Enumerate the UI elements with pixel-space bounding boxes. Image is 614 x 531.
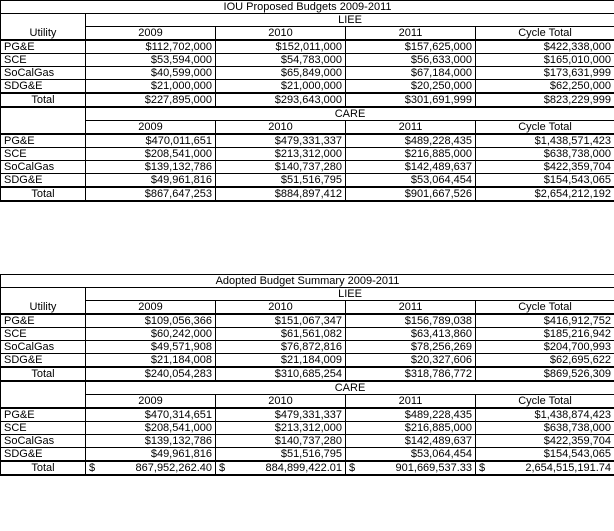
utility-header: Utility [1, 27, 86, 41]
column-header-2010: 2010 [216, 121, 346, 135]
value-2010: $54,783,000 [216, 54, 346, 67]
table-title: Adopted Budget Summary 2009-2011 [1, 275, 614, 288]
utility-header-blank [1, 14, 86, 27]
value-2011: $156,789,038 [346, 314, 476, 328]
utility-header-blank [1, 107, 86, 121]
table-title: IOU Proposed Budgets 2009-2011 [1, 1, 614, 14]
currency-symbol: $ [349, 462, 356, 474]
value-2009: $208,541,000 [86, 422, 216, 435]
utility-name: PG&E [1, 40, 86, 54]
utility-name: SoCalGas [1, 161, 86, 174]
value-cycle-total: $1,438,874,423 [476, 408, 614, 422]
section-header-care: CARE [86, 107, 614, 121]
column-header-2011: 2011 [346, 27, 476, 41]
column-header-2010: 2010 [216, 301, 346, 315]
column-header-2009: 2009 [86, 395, 216, 409]
section-header-liee: LIEE [86, 288, 614, 301]
value-2009: $40,599,000 [86, 67, 216, 80]
value-2009: $49,571,908 [86, 341, 216, 354]
table-row [1, 134, 614, 148]
total-value: 867,952,262.40 [135, 462, 212, 474]
column-header-2010: 2010 [216, 395, 346, 409]
table-row [1, 354, 614, 368]
table-row [1, 328, 614, 341]
utility-header-blank [1, 381, 86, 395]
total-2011: $301,691,999 [346, 93, 476, 107]
total-label: Total [1, 461, 86, 475]
value-cycle-total: $165,010,000 [476, 54, 614, 67]
utility-name: SDG&E [1, 448, 86, 462]
value-2010: $479,331,337 [216, 408, 346, 422]
value-2009: $21,184,008 [86, 354, 216, 368]
value-2010: $151,067,347 [216, 314, 346, 328]
value-cycle-total: $185,216,942 [476, 328, 614, 341]
value-2011: $157,625,000 [346, 40, 476, 54]
total-row [1, 461, 614, 475]
value-2011: $67,184,000 [346, 67, 476, 80]
column-header-2011: 2011 [346, 301, 476, 315]
utility-name: SoCalGas [1, 67, 86, 80]
value-2011: $63,413,860 [346, 328, 476, 341]
total-cycle: $823,229,999 [476, 93, 614, 107]
value-2009: $49,961,816 [86, 174, 216, 188]
total-2009: $867,647,253 [86, 187, 216, 201]
value-2009: $139,132,786 [86, 435, 216, 448]
currency-symbol: $ [89, 462, 96, 474]
value-cycle-total: $416,912,752 [476, 314, 614, 328]
value-cycle-total: $62,695,622 [476, 354, 614, 368]
value-cycle-total: $638,738,000 [476, 422, 614, 435]
total-value: 2,654,515,191.74 [525, 462, 612, 474]
value-2009: $470,314,651 [86, 408, 216, 422]
total-label: Total [1, 93, 86, 107]
utility-header-blank [1, 121, 86, 135]
value-2009: $112,702,000 [86, 40, 216, 54]
adopted-budget-table [0, 274, 614, 476]
value-2011: $142,489,637 [346, 161, 476, 174]
value-2009: $21,000,000 [86, 80, 216, 94]
value-2011: $56,633,000 [346, 54, 476, 67]
value-2010: $61,561,082 [216, 328, 346, 341]
proposed-budgets-table [0, 0, 614, 202]
utility-name: SCE [1, 54, 86, 67]
value-2010: $140,737,280 [216, 435, 346, 448]
total-row [1, 187, 614, 201]
value-2010: $140,737,280 [216, 161, 346, 174]
table-row [1, 314, 614, 328]
total-2010: $310,685,254 [216, 367, 346, 381]
total-2011 [346, 461, 476, 475]
value-2009: $139,132,786 [86, 161, 216, 174]
column-header-2011: 2011 [346, 121, 476, 135]
column-header-cycle-total: Cycle Total [476, 301, 614, 315]
utility-name: PG&E [1, 314, 86, 328]
total-2011: $318,786,772 [346, 367, 476, 381]
total-row [1, 367, 614, 381]
utility-name: SCE [1, 328, 86, 341]
value-2010: $213,312,000 [216, 422, 346, 435]
total-cycle [476, 461, 614, 475]
total-value: 884,899,422.01 [265, 462, 342, 474]
value-2011: $489,228,435 [346, 134, 476, 148]
value-2010: $51,516,795 [216, 448, 346, 462]
column-header-2009: 2009 [86, 301, 216, 315]
column-header-2009: 2009 [86, 27, 216, 41]
value-2009: $208,541,000 [86, 148, 216, 161]
column-header-2011: 2011 [346, 395, 476, 409]
value-2011: $489,228,435 [346, 408, 476, 422]
total-cycle: $869,526,309 [476, 367, 614, 381]
column-header-cycle-total: Cycle Total [476, 121, 614, 135]
column-header-cycle-total: Cycle Total [476, 27, 614, 41]
table-row [1, 448, 614, 462]
total-label: Total [1, 367, 86, 381]
value-2011: $216,885,000 [346, 148, 476, 161]
value-2010: $65,849,000 [216, 67, 346, 80]
utility-name: PG&E [1, 408, 86, 422]
total-cycle: $2,654,212,192 [476, 187, 614, 201]
column-header-2009: 2009 [86, 121, 216, 135]
value-cycle-total: $638,738,000 [476, 148, 614, 161]
value-cycle-total: $62,250,000 [476, 80, 614, 94]
table-row [1, 54, 614, 67]
table-row [1, 435, 614, 448]
value-2009: $60,242,000 [86, 328, 216, 341]
total-row [1, 93, 614, 107]
value-2010: $21,184,009 [216, 354, 346, 368]
total-2009: $240,054,283 [86, 367, 216, 381]
table-row [1, 422, 614, 435]
table-row [1, 161, 614, 174]
value-2009: $109,056,366 [86, 314, 216, 328]
value-2011: $216,885,000 [346, 422, 476, 435]
value-2009: $470,011,651 [86, 134, 216, 148]
value-2011: $53,064,454 [346, 448, 476, 462]
section-header-liee: LIEE [86, 14, 614, 27]
table-row [1, 341, 614, 354]
table-row [1, 174, 614, 188]
total-2009 [86, 461, 216, 475]
value-cycle-total: $173,631,999 [476, 67, 614, 80]
value-2010: $51,516,795 [216, 174, 346, 188]
total-2010: $293,643,000 [216, 93, 346, 107]
column-header-2010: 2010 [216, 27, 346, 41]
value-2009: $53,594,000 [86, 54, 216, 67]
utility-name: SoCalGas [1, 435, 86, 448]
utility-name: SDG&E [1, 174, 86, 188]
value-2011: $53,064,454 [346, 174, 476, 188]
value-cycle-total: $422,359,704 [476, 435, 614, 448]
currency-symbol: $ [479, 462, 486, 474]
value-cycle-total: $1,438,571,423 [476, 134, 614, 148]
value-cycle-total: $422,359,704 [476, 161, 614, 174]
value-2010: $479,331,337 [216, 134, 346, 148]
value-2011: $78,256,269 [346, 341, 476, 354]
total-label: Total [1, 187, 86, 201]
section-header-care: CARE [86, 381, 614, 395]
total-2009: $227,895,000 [86, 93, 216, 107]
value-cycle-total: $204,700,993 [476, 341, 614, 354]
value-2011: $142,489,637 [346, 435, 476, 448]
utility-header-blank [1, 395, 86, 409]
utility-name: SCE [1, 422, 86, 435]
total-2010: $884,897,412 [216, 187, 346, 201]
utility-name: SCE [1, 148, 86, 161]
total-2011: $901,667,526 [346, 187, 476, 201]
value-2011: $20,250,000 [346, 80, 476, 94]
total-2010 [216, 461, 346, 475]
table-row [1, 148, 614, 161]
column-header-cycle-total: Cycle Total [476, 395, 614, 409]
currency-symbol: $ [219, 462, 226, 474]
value-cycle-total: $154,543,065 [476, 448, 614, 462]
value-cycle-total: $422,338,000 [476, 40, 614, 54]
table-row [1, 80, 614, 94]
value-2009: $49,961,816 [86, 448, 216, 462]
utility-name: SoCalGas [1, 341, 86, 354]
value-cycle-total: $154,543,065 [476, 174, 614, 188]
utility-header: Utility [1, 301, 86, 315]
value-2010: $213,312,000 [216, 148, 346, 161]
utility-name: PG&E [1, 134, 86, 148]
table-row [1, 408, 614, 422]
utility-name: SDG&E [1, 354, 86, 368]
value-2010: $21,000,000 [216, 80, 346, 94]
total-value: 901,669,537.33 [395, 462, 472, 474]
table-row [1, 40, 614, 54]
table-row [1, 67, 614, 80]
value-2011: $20,327,606 [346, 354, 476, 368]
value-2010: $76,872,816 [216, 341, 346, 354]
value-2010: $152,011,000 [216, 40, 346, 54]
utility-header-blank [1, 288, 86, 301]
utility-name: SDG&E [1, 80, 86, 94]
